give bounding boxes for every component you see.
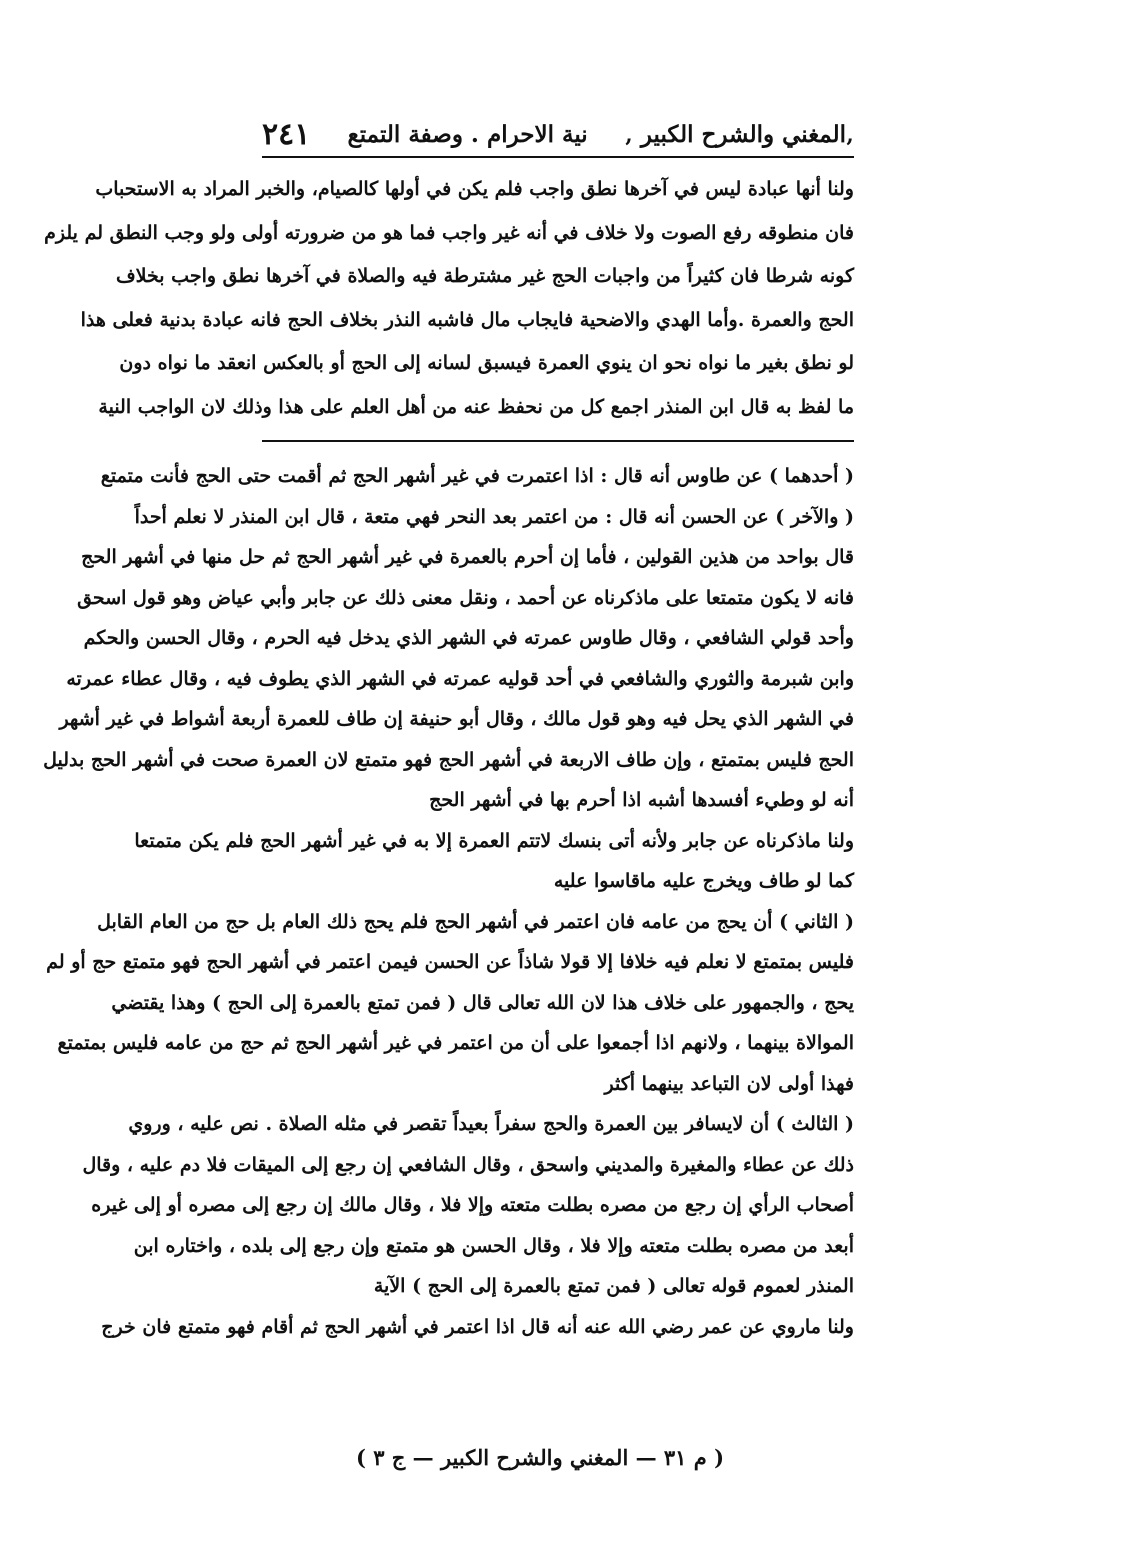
text-line: قال بواحد من هذين القولين ، فأما إن أحرم بالعمرة في غير أشهر الحج ثم حل منها في أشهر الحج <box>81 546 854 568</box>
main-text <box>44 168 854 429</box>
text-line: وابن شبرمة والثوري والشافعي في أحد قوليه عمرته في الشهر الذي يطوف فيه ، وقال عطاء عمرته <box>66 667 854 690</box>
text-line: ( أحدهما ) عن طاوس أنه قال : اذا اعتمرت في غير أشهر الحج ثم أقمت حتى الحج فأنت متمتع <box>100 465 854 487</box>
text-line: وأحد قولي الشافعي ، وقال طاوس عمرته في الشهر الذي يدخل فيه الحرم ، وقال الحسن والحكم <box>83 627 854 649</box>
header-rule <box>262 156 854 158</box>
book-title: ‚المغني والشرح الكبير ‚ <box>624 120 854 148</box>
text-line: أبعد من مصره بطلت متعته وإلا فلا ، وقال الحسن هو متمتع وإن رجع إلى بلده ، واختاره ابن <box>133 1234 854 1257</box>
signature-footer: ( م ٣١ — المغني والشرح الكبير — ج ٣ ) <box>355 1445 725 1470</box>
text-line: ( الثاني ) أن يحج من عامه فان اعتمر في أشهر الحج فلم يحج ذلك العام بل حج من العام القابل <box>97 910 854 933</box>
text-line: ذلك عن عطاء والمغيرة والمديني واسحق ، وقال الشافعي إن رجع إلى الميقات فلا دم عليه ، وقال <box>82 1153 854 1176</box>
section-divider <box>262 440 854 442</box>
text-line: كما لو طاف ويخرج عليه ماقاسوا عليه <box>553 870 854 892</box>
text-line: فليس بمتمتع لا نعلم فيه خلافا إلا قولا شاذاً عن الحسن فيمن اعتمر في أشهر الحج فهو متمتع حج أو لم <box>46 951 854 973</box>
text-line: فانه لا يكون متمتعا على ماذكرناه عن أحمد ، ونقل معنى ذلك عن جابر وأبي عياض وهو قول اسحق <box>77 586 854 609</box>
text-line: ( الثالث ) أن لايسافر بين العمرة والحج سفراً بعيداً تقصر في مثله الصلاة . نص عليه ، وروي <box>128 1113 854 1135</box>
text-line: ولنا أنها عبادة ليس في آخرها نطق واجب فلم يكن في أولها كالصيام، والخبر المراد به الاستحباب <box>95 178 854 200</box>
section-title: نية الاحرام . وصفة التمتع <box>347 120 588 148</box>
text-line: يحج ، والجمهور على خلاف هذا لان الله تعالى قال ( فمن تمتع بالعمرة إلى الحج ) وهذا يقتضي <box>111 991 854 1014</box>
text-line: الموالاة بينهما ، ولانهم اذا أجمعوا على أن من اعتمر في غير أشهر الحج ثم حج من عامه فليس بمتمتع <box>57 1032 854 1054</box>
text-line: ( والآخر ) عن الحسن أنه قال : من اعتمر بعد النحر فهي متعة ، قال ابن المنذر لا نعلم أحداً <box>134 505 854 528</box>
page-number: ٢٤١ <box>262 116 311 152</box>
text-line: فهذا أولى لان التباعد بينهما أكثر <box>604 1072 854 1095</box>
text-line: فان منطوقه رفع الصوت ولا خلاف في أنه غير واجب فما هو من ضرورته أولى ولو وجب النطق لم يلزم <box>44 221 854 244</box>
text-line: أصحاب الرأي إن رجع من مصره بطلت متعته وإلا فلا ، وقال مالك إن رجع إلى مصره أو إلى غيره <box>91 1194 854 1216</box>
text-line: الحج والعمرة .وأما الهدي والاضحية فايجاب مال فاشبه النذر بخلاف الحج فانه عبادة بدنية فعلى هذا <box>80 308 854 331</box>
commentary-text <box>43 456 854 1347</box>
text-line: لو نطق بغير ما نواه نحو ان ينوي العمرة فيسبق لسانه إلى الحج أو بالعكس انعقد ما نواه دون <box>119 352 854 374</box>
text-line: المنذر لعموم قوله تعالى ( فمن تمتع بالعمرة إلى الحج ) الآية <box>373 1275 854 1297</box>
page-header <box>262 114 854 154</box>
text-line: ولنا ماروي عن عمر رضي الله عنه أنه قال اذا اعتمر في أشهر الحج ثم أقام فهو متمتع فان خرج <box>101 1315 854 1338</box>
text-line: كونه شرطا فان كثيراً من واجبات الحج غير مشترطة فيه والصلاة في آخرها نطق واجب بخلاف <box>115 265 854 287</box>
text-line: ما لفظ به قال ابن المنذر اجمع كل من نحفظ عنه من أهل العلم على هذا وذلك لان الواجب النية <box>98 395 854 418</box>
text-line: في الشهر الذي يحل فيه وهو قول مالك ، وقال أبو حنيفة إن طاف للعمرة أربعة أشواط في غير أشهر <box>59 708 854 730</box>
text-line: الحج فليس بمتمتع ، وإن طاف الاربعة في أشهر الحج فهو متمتع لان العمرة صحت في أشهر الحج بدليل <box>43 748 854 771</box>
text-line: أنه لو وطيء أفسدها أشبه اذا أحرم بها في أشهر الحج <box>429 789 854 811</box>
text-line: ولنا ماذكرناه عن جابر ولأنه أتى بنسك لاتتم العمرة إلا به في غير أشهر الحج فلم يكن متمتعا <box>134 829 854 852</box>
